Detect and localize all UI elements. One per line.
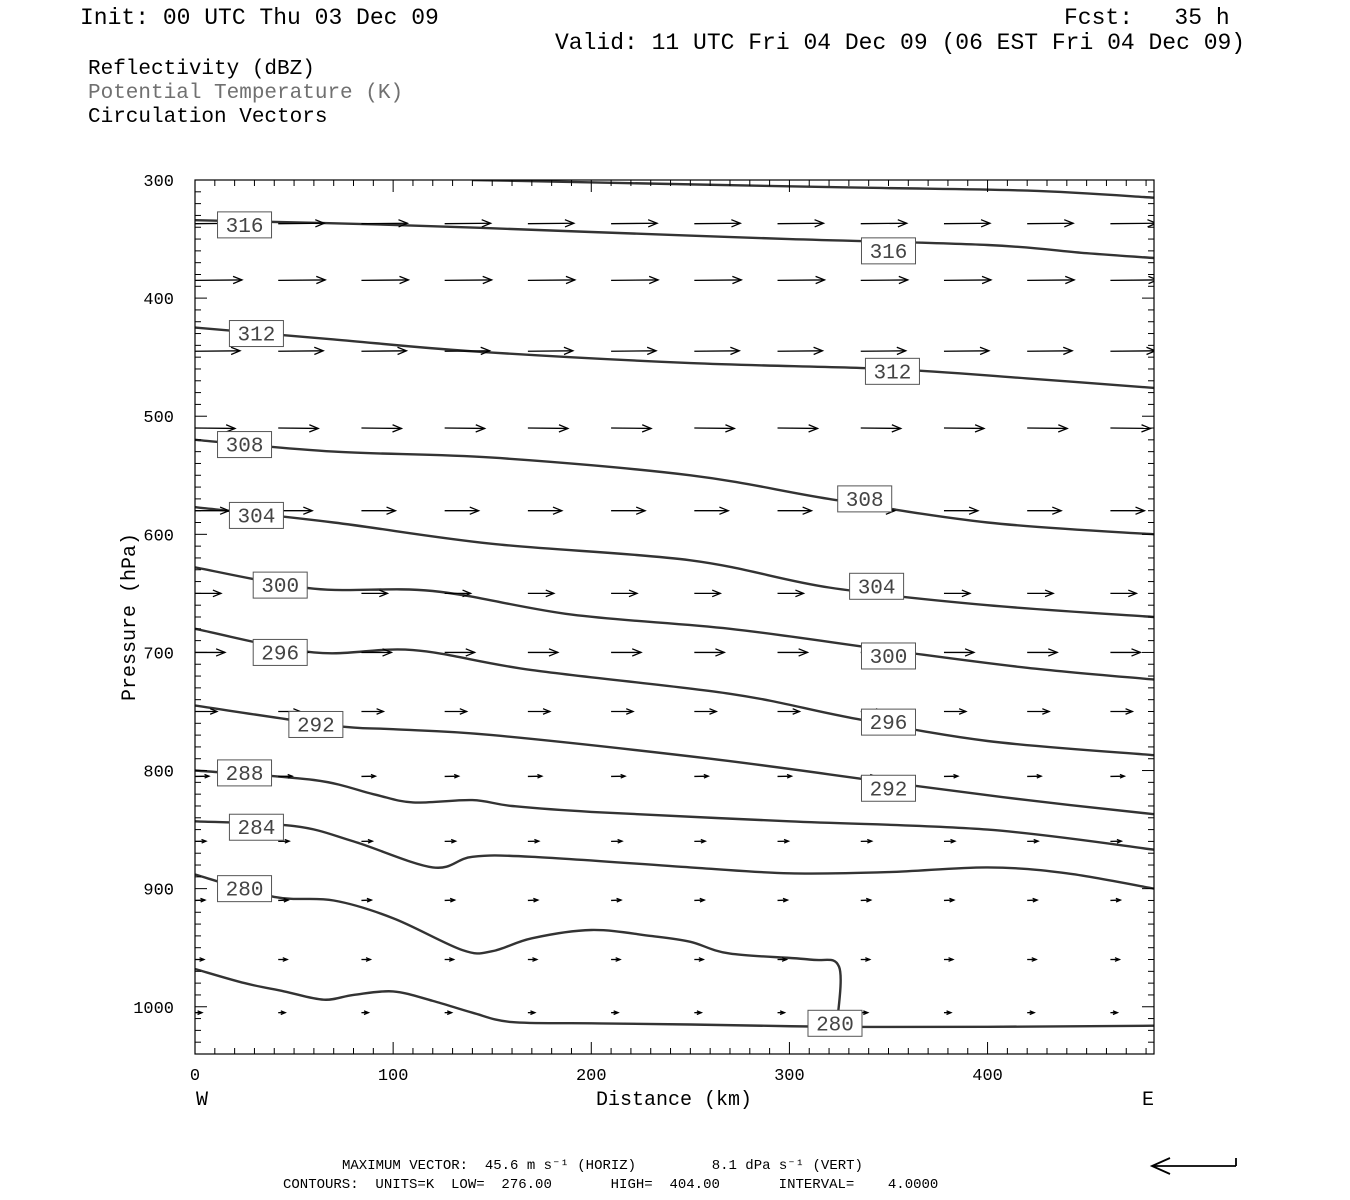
contour-label (229, 502, 283, 529)
wind-vector (1110, 347, 1155, 354)
wind-vector (1110, 1011, 1117, 1015)
wind-vector (694, 839, 705, 843)
wind-vector (528, 590, 554, 597)
wind-vector (944, 649, 974, 656)
field-reflectivity: Reflectivity (dBZ) (88, 58, 315, 81)
wind-vector (278, 276, 325, 283)
wind-vector (528, 774, 542, 778)
contour-label (861, 643, 915, 670)
svg-text:308: 308 (845, 489, 884, 513)
wind-vector (861, 898, 871, 902)
wind-vector (694, 774, 708, 778)
wind-vector (1110, 898, 1120, 902)
wind-vector (778, 425, 818, 432)
x-end-label-west: W (195, 1089, 209, 1112)
wind-vector (944, 709, 966, 715)
wind-vector (944, 590, 970, 597)
wind-vector (1110, 220, 1156, 227)
contour-label (861, 238, 915, 265)
wind-vector (944, 425, 984, 432)
wind-vector (528, 220, 574, 227)
field-circulation-vectors: Circulation Vectors (88, 106, 328, 129)
x-tick-label: 400 (972, 1067, 1003, 1086)
wind-vector (778, 590, 804, 597)
wind-vector (778, 839, 789, 843)
wind-vector (694, 590, 720, 597)
wind-vector (528, 839, 539, 843)
x-tick-label: 300 (774, 1067, 805, 1086)
wind-vector (778, 347, 823, 354)
wind-vector (1110, 958, 1119, 962)
contour-label (838, 486, 892, 513)
contour-label (289, 711, 343, 738)
wind-vector (944, 958, 953, 962)
wind-vector (1027, 1011, 1034, 1015)
wind-vector (1027, 898, 1037, 902)
wind-vector (611, 839, 622, 843)
wind-vector (528, 709, 550, 715)
svg-text:312: 312 (237, 324, 276, 348)
x-axis-label: Distance (km) (595, 1089, 753, 1112)
wind-vector (778, 220, 824, 227)
wind-vector (611, 590, 637, 597)
svg-text:304: 304 (857, 577, 896, 601)
wind-vector (611, 425, 651, 432)
wind-vector (361, 774, 375, 778)
wind-vector (694, 709, 716, 715)
wind-vector (528, 649, 558, 656)
wind-vector (611, 958, 620, 962)
wind-vector (361, 276, 408, 283)
contour-label (218, 760, 272, 787)
wind-vector (778, 774, 792, 778)
wind-vector (861, 425, 901, 432)
contour-316-1 (195, 220, 1154, 258)
wind-vector (361, 347, 406, 354)
wind-vector (778, 649, 808, 656)
wind-vector (694, 220, 740, 227)
contour-label (865, 358, 919, 385)
wind-vector (361, 1011, 368, 1015)
x-tick-label: 0 (189, 1067, 201, 1086)
svg-text:300: 300 (869, 646, 908, 670)
contour-label (218, 212, 272, 239)
wind-vector (278, 1011, 285, 1015)
x-tick-label: 100 (377, 1067, 409, 1086)
wind-vector (611, 220, 657, 227)
wind-vector (1027, 774, 1041, 778)
wind-vector (445, 839, 456, 843)
wind-vector (694, 347, 739, 354)
wind-vector (361, 425, 401, 432)
wind-vector (361, 898, 371, 902)
wind-vector (361, 958, 370, 962)
wind-vector (778, 507, 812, 514)
wind-vector (861, 839, 872, 843)
max-vector-info: MAXIMUM VECTOR: 45.6 m s⁻¹ (HORIZ) 8.1 dPa s⁻¹ (VERT) (342, 1158, 863, 1174)
wind-vector (944, 1011, 951, 1015)
wind-vector (278, 220, 324, 227)
wind-vector (694, 1011, 701, 1015)
svg-text:308: 308 (225, 435, 264, 459)
svg-text:316: 316 (225, 215, 264, 239)
wind-vector (528, 507, 562, 514)
wind-vector (1110, 590, 1136, 597)
contour-280-10 (195, 875, 841, 1025)
wind-vector (361, 590, 387, 597)
svg-text:292: 292 (296, 715, 335, 739)
y-tick-label: 700 (143, 645, 174, 665)
y-tick-label: 300 (143, 173, 174, 192)
contour-info: CONTOURS: UNITS=K LOW= 276.00 HIGH= 404.00 INTERVAL= 4.0000 (283, 1177, 939, 1193)
wind-vector (1110, 276, 1157, 283)
contour-label (861, 775, 915, 802)
wind-vector (778, 709, 800, 715)
wind-vector (1110, 425, 1150, 432)
contour-label (218, 432, 272, 459)
svg-text:288: 288 (225, 763, 264, 787)
contour-label (808, 1010, 862, 1037)
y-tick-label: 600 (143, 527, 174, 547)
wind-vector (528, 898, 538, 902)
wind-vector (694, 276, 741, 283)
valid-time: Valid: 11 UTC Fri 04 Dec 09 (06 EST Fri 04 Dec 09) (555, 30, 1246, 56)
wind-vector (778, 898, 788, 902)
wind-vector (278, 347, 323, 354)
y-axis-label: Pressure (hPa) (119, 532, 142, 702)
wind-vector (694, 649, 724, 656)
wind-vector (611, 276, 658, 283)
wind-vector (944, 898, 954, 902)
wind-vector (861, 958, 870, 962)
wind-vector (528, 1011, 535, 1015)
wind-vector (1110, 649, 1140, 656)
x-tick-label: 200 (575, 1067, 607, 1086)
wind-vector (278, 958, 287, 962)
wind-vector (861, 276, 908, 283)
svg-text:316: 316 (869, 241, 908, 265)
y-tick-label: 1000 (133, 999, 174, 1019)
wind-vector (861, 347, 906, 354)
plot-frame (195, 180, 1154, 1054)
wind-vector (528, 347, 573, 354)
wind-vector (361, 839, 372, 843)
contour-312-2 (195, 328, 1154, 388)
wind-vector (1110, 839, 1121, 843)
contour-300-5 (195, 567, 1154, 679)
contour-320-0 (472, 180, 1154, 198)
contour-label (218, 876, 272, 903)
wind-vector (445, 425, 485, 432)
svg-text:296: 296 (869, 713, 908, 737)
wind-vector (1027, 958, 1036, 962)
wind-vector (361, 507, 395, 514)
wind-vector (195, 276, 242, 283)
wind-vector (445, 709, 467, 715)
wind-vector (1027, 590, 1053, 597)
wind-vector (445, 1011, 452, 1015)
wind-vector (195, 347, 240, 354)
wind-vector (1027, 649, 1057, 656)
wind-vector (195, 1011, 202, 1015)
wind-vector (528, 958, 537, 962)
wind-vector (944, 220, 990, 227)
svg-text:284: 284 (237, 818, 276, 842)
wind-vector (694, 958, 703, 962)
y-tick-label: 500 (143, 409, 174, 429)
wind-vector (361, 709, 383, 715)
wind-vector (611, 347, 656, 354)
forecast-hour: Fcst: 35 h (1064, 5, 1230, 31)
wind-vector (445, 898, 455, 902)
svg-text:296: 296 (261, 643, 300, 667)
wind-vector (778, 276, 825, 283)
wind-vector (1027, 709, 1049, 715)
svg-text:312: 312 (873, 362, 912, 386)
wind-vector (944, 839, 955, 843)
init-time: Init: 00 UTC Thu 03 Dec 09 (80, 5, 439, 31)
wind-vector (1110, 774, 1124, 778)
wind-vector (1027, 220, 1073, 227)
svg-text:300: 300 (261, 576, 300, 600)
wind-vector (445, 507, 479, 514)
reference-vector (1152, 1158, 1236, 1174)
wind-vector (1110, 709, 1132, 715)
svg-text:292: 292 (869, 779, 908, 803)
wind-vector (1027, 425, 1067, 432)
wind-vector (445, 347, 490, 354)
contour-308-3 (195, 440, 1154, 535)
svg-text:280: 280 (225, 879, 264, 903)
wind-vector (694, 898, 704, 902)
wind-vector (611, 507, 645, 514)
contour-label (229, 321, 283, 348)
wind-vector (1027, 839, 1038, 843)
wind-vector (944, 507, 978, 514)
wind-vector (611, 1011, 618, 1015)
wind-vector (611, 774, 625, 778)
wind-vector (611, 898, 621, 902)
wind-vector (1027, 276, 1074, 283)
wind-vector (944, 276, 991, 283)
y-tick-label: 900 (143, 881, 174, 901)
wind-vector (694, 425, 734, 432)
wind-vector (778, 1011, 785, 1015)
wind-vector (1110, 507, 1144, 514)
contour-label (253, 639, 307, 666)
wind-vector (611, 709, 633, 715)
wind-vector (445, 276, 492, 283)
wind-vector (944, 774, 958, 778)
contour-label (850, 573, 904, 600)
wind-vector (445, 774, 459, 778)
y-tick-label: 400 (143, 291, 174, 311)
contour-label (861, 709, 915, 736)
contour-label (229, 814, 283, 841)
contour-280-11 (195, 969, 1154, 1027)
svg-text:280: 280 (816, 1014, 854, 1038)
svg-text:304: 304 (237, 506, 276, 530)
y-tick-label: 800 (143, 763, 174, 783)
field-potential-temperature: Potential Temperature (K) (88, 82, 404, 105)
wind-vector (694, 507, 728, 514)
wind-vector (1027, 347, 1072, 354)
wind-vector (528, 425, 568, 432)
wind-vector (195, 774, 209, 778)
wind-vector (861, 220, 907, 227)
wind-vector (278, 425, 318, 432)
x-end-label-east: E (1141, 1089, 1155, 1112)
wind-vector (611, 649, 641, 656)
wind-vector (445, 958, 454, 962)
wind-vector (944, 347, 989, 354)
wind-vector (1027, 507, 1061, 514)
contour-label (253, 572, 307, 599)
wind-vector (528, 276, 575, 283)
